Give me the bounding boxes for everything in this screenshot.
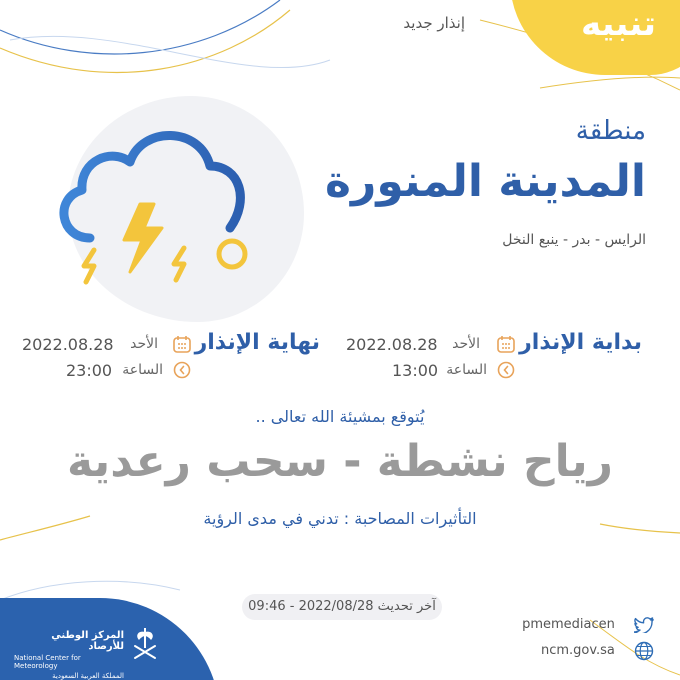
website-url[interactable]: ncm.gov.sa <box>540 643 615 658</box>
end-time: 23:00 <box>66 361 113 380</box>
end-date: 2022.08.28 <box>22 335 114 354</box>
region-places: الرايس - بدر - ينبع النخل <box>502 232 646 248</box>
globe-icon[interactable] <box>634 641 654 661</box>
end-title: نهاية الإنذار <box>194 330 320 355</box>
clock-icon <box>173 361 191 379</box>
twitter-handle[interactable]: pmemediacen <box>522 617 615 632</box>
end-day: الأحد <box>130 336 158 352</box>
start-date: 2022.08.28 <box>346 335 438 354</box>
start-time: 13:00 <box>392 361 439 380</box>
last-update-badge: آخر تحديث 2022/08/28 - 09:46 <box>242 594 442 620</box>
twitter-icon[interactable] <box>634 617 654 633</box>
ncm-logo <box>14 630 124 680</box>
logo-name-ar: المركز الوطني للأرصاد <box>51 630 124 652</box>
expectation-text: يُتوقع بمشيئة الله تعالى .. <box>255 407 425 426</box>
start-time-label: الساعة <box>446 362 487 378</box>
logo-name-en: National Center for Meteorology <box>14 654 81 670</box>
twitter-link[interactable] <box>522 614 654 633</box>
alert-badge-label: تنبيه <box>580 4 656 44</box>
logo-country-ar: المملكة العربية السعودية <box>52 672 124 680</box>
website-link[interactable] <box>541 640 654 661</box>
start-day: الأحد <box>452 336 480 352</box>
clock-icon <box>497 361 515 379</box>
saudi-emblem-icon <box>130 626 160 662</box>
thunderstorm-cloud-icon <box>50 120 260 290</box>
end-time-label: الساعة <box>122 362 163 378</box>
calendar-icon <box>173 335 191 353</box>
new-warning-label: إنذار جديد <box>403 14 465 32</box>
alert-headline: رياح نشطة - سحب رعدية <box>66 436 614 487</box>
region-name: المدينة المنورة <box>325 156 646 207</box>
effects-text: التأثيرات المصاحبة : تدني في مدى الرؤية <box>203 509 477 528</box>
region-label: منطقة <box>575 116 646 146</box>
start-title: بداية الإنذار <box>519 330 642 355</box>
calendar-icon <box>497 335 515 353</box>
